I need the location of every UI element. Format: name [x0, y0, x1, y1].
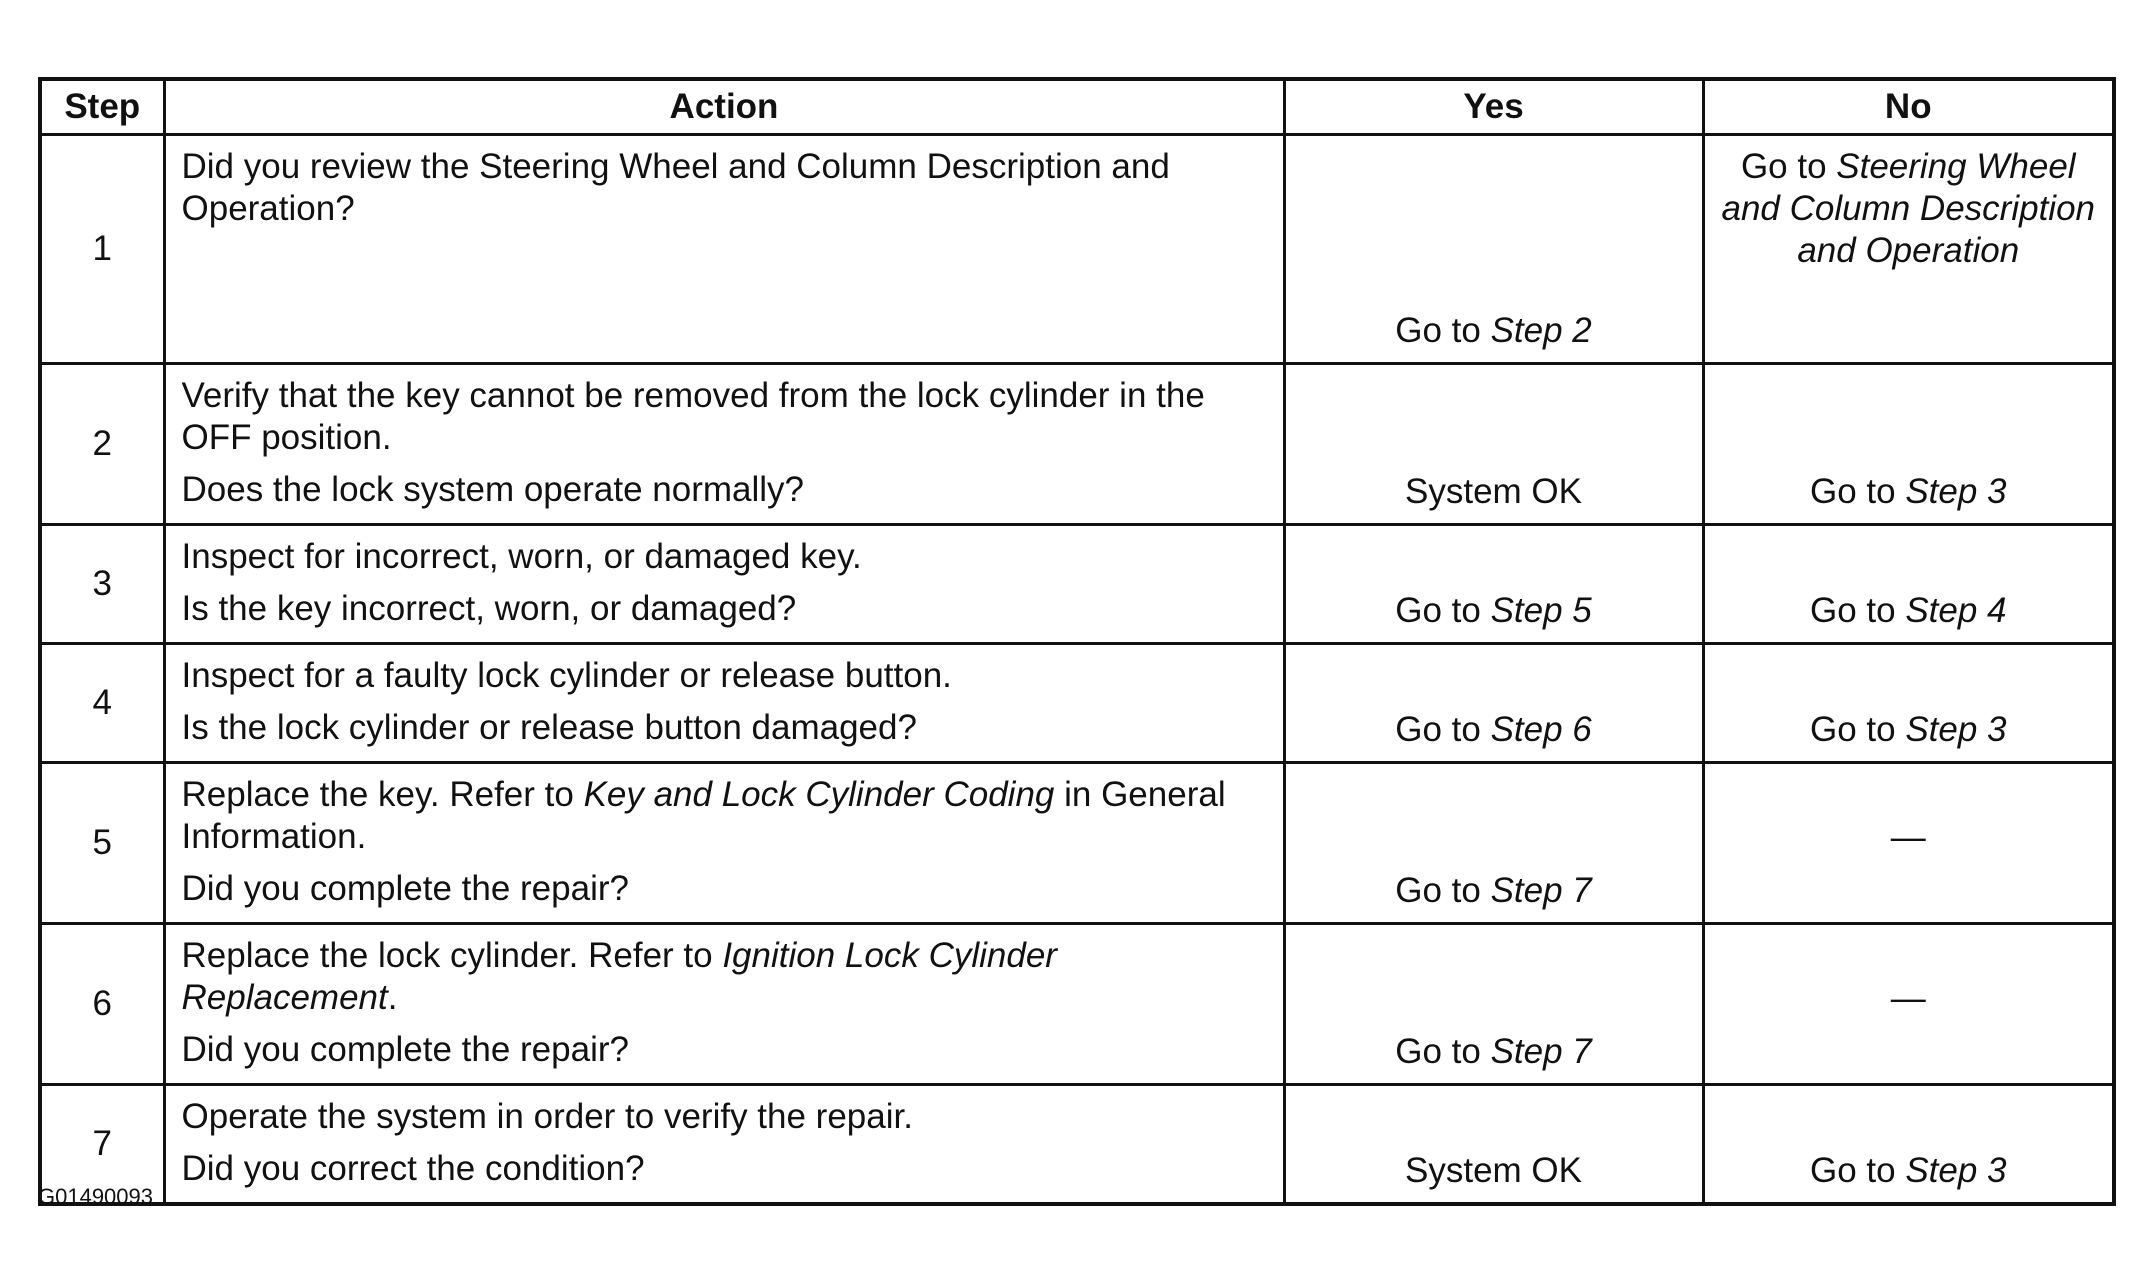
no-cell: [1703, 1085, 2114, 1205]
table-header-row: [40, 79, 2114, 135]
no-reference-link[interactable]: Steering Wheel and Column Description and Operation: [1721, 147, 2095, 270]
step-number: 5: [40, 763, 164, 924]
yes-step-link[interactable]: Step 5: [1490, 591, 1592, 630]
yes-step-link[interactable]: Step 7: [1490, 1032, 1592, 1071]
header-step: Step: [40, 79, 164, 135]
action-cell: [164, 924, 1284, 1085]
step-number: 3: [40, 525, 164, 644]
action-question: Is the lock cylinder or release button damaged?: [181, 708, 917, 747]
yes-cell: [1284, 525, 1703, 644]
action-question: Did you complete the repair?: [181, 1030, 629, 1069]
no-prefix: Go to: [1809, 1151, 1906, 1190]
yes-cell: [1284, 135, 1703, 364]
yes-cell: [1284, 644, 1703, 763]
no-prefix: Go to: [1740, 147, 1837, 186]
no-cell: [1703, 135, 2114, 364]
table-row: [40, 1085, 2114, 1205]
no-prefix: Go to: [1809, 472, 1906, 511]
yes-result: System OK: [1405, 472, 1582, 511]
action-text: Replace the key. Refer to: [181, 775, 584, 814]
action-instruction: Inspect for incorrect, worn, or damaged key.: [181, 537, 862, 576]
no-prefix: Go to: [1809, 710, 1906, 749]
action-cell: [164, 644, 1284, 763]
header-yes: Yes: [1284, 79, 1703, 135]
action-instruction: [182, 935, 1267, 1019]
yes-cell: [1284, 763, 1703, 924]
step-number: 6: [40, 924, 164, 1085]
step-number: 4: [40, 644, 164, 763]
action-text: .: [387, 978, 398, 1017]
header-action: Action: [164, 79, 1284, 135]
action-cell: [164, 763, 1284, 924]
no-cell: [1703, 525, 2114, 644]
action-question: Did you correct the condition?: [181, 1149, 645, 1188]
header-no: No: [1703, 79, 2114, 135]
step-number: 1: [40, 135, 164, 364]
action-instruction: Operate the system in order to verify the repair.: [181, 1097, 913, 1136]
step-number: 7: [40, 1085, 164, 1205]
figure-code: G01490093: [38, 1184, 153, 1209]
yes-step-link[interactable]: Step 7: [1490, 871, 1592, 910]
action-question: Does the lock system operate normally?: [181, 470, 804, 509]
table-row: [40, 763, 2114, 924]
table-row: [40, 364, 2114, 525]
yes-prefix: Go to: [1395, 1032, 1491, 1071]
no-step-link[interactable]: Step 4: [1905, 591, 2007, 630]
action-instruction: Inspect for a faulty lock cylinder or release button.: [181, 656, 952, 695]
action-instruction: [182, 774, 1267, 858]
no-prefix: Go to: [1809, 591, 1906, 630]
yes-prefix: Go to: [1395, 871, 1491, 910]
action-cell: [164, 1085, 1284, 1205]
action-cell: [164, 364, 1284, 525]
no-cell: [1703, 644, 2114, 763]
action-cell: [164, 135, 1284, 364]
action-text: Replace the lock cylinder. Refer to: [181, 936, 723, 975]
table-row: [40, 924, 2114, 1085]
no-step-link[interactable]: Step 3: [1905, 472, 2007, 511]
yes-cell: [1284, 924, 1703, 1085]
action-question: Did you complete the repair?: [181, 869, 629, 908]
no-cell: [1703, 924, 2114, 1085]
yes-cell: [1284, 1085, 1703, 1205]
action-text: in General Information.: [181, 775, 1226, 856]
action-instruction: Verify that the key cannot be removed from the lock cylinder in the OFF position.: [181, 376, 1205, 457]
table-row: [40, 525, 2114, 644]
action-instruction: Did you review the Steering Wheel and Column Description and Operation?: [181, 147, 1170, 228]
no-cell: [1703, 364, 2114, 525]
no-step-link[interactable]: Step 3: [1905, 1151, 2007, 1190]
action-reference-link[interactable]: Key and Lock Cylinder Coding: [583, 775, 1055, 814]
yes-result: System OK: [1405, 1151, 1582, 1190]
no-dash: —: [1890, 818, 1926, 857]
yes-step-link[interactable]: Step 6: [1490, 710, 1592, 749]
table-row: [40, 644, 2114, 763]
yes-prefix: Go to: [1395, 591, 1491, 630]
no-dash: —: [1890, 979, 1926, 1018]
yes-prefix: Go to: [1395, 311, 1491, 350]
no-step-link[interactable]: Step 3: [1905, 710, 2007, 749]
table-row: [40, 135, 2114, 364]
yes-step-link[interactable]: Step 2: [1490, 311, 1592, 350]
action-cell: [164, 525, 1284, 644]
yes-cell: [1284, 364, 1703, 525]
diagnostic-table: [38, 77, 2116, 1206]
no-cell: [1703, 763, 2114, 924]
action-question: Is the key incorrect, worn, or damaged?: [181, 589, 797, 628]
step-number: 2: [40, 364, 164, 525]
yes-prefix: Go to: [1395, 710, 1491, 749]
action-reference-link[interactable]: Ignition Lock Cylinder Replacement: [181, 936, 1057, 1017]
